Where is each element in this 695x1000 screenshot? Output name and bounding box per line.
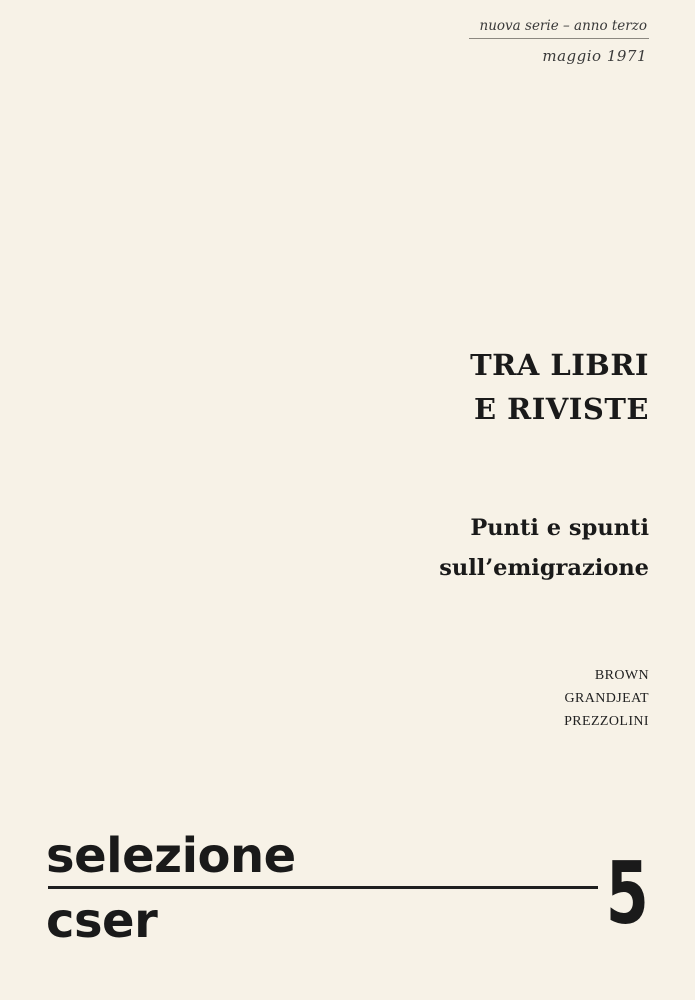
issue-date: maggio 1971 — [542, 47, 647, 65]
issue-number: 5 — [605, 844, 649, 944]
series-divider — [469, 38, 649, 39]
cover-title — [470, 343, 649, 431]
brand-name-line-1: selezione — [46, 828, 296, 884]
cover-subtitle — [439, 508, 649, 588]
cover-subtitle-line-2: sull’emigrazione — [439, 555, 649, 581]
brand-name-line-2: cser — [46, 893, 158, 949]
author-name: GRANDJEAT — [564, 691, 649, 706]
series-info: nuova serie – anno terzo — [479, 18, 647, 34]
author-name: PREZZOLINI — [564, 714, 649, 729]
author-list — [564, 664, 649, 733]
cover-subtitle-line-1: Punti e spunti — [470, 515, 649, 541]
brand-divider — [48, 886, 598, 889]
author-name: BROWN — [594, 668, 649, 683]
cover-title-line-2: E RIVISTE — [473, 392, 649, 426]
cover-title-line-1: TRA LIBRI — [470, 348, 649, 382]
